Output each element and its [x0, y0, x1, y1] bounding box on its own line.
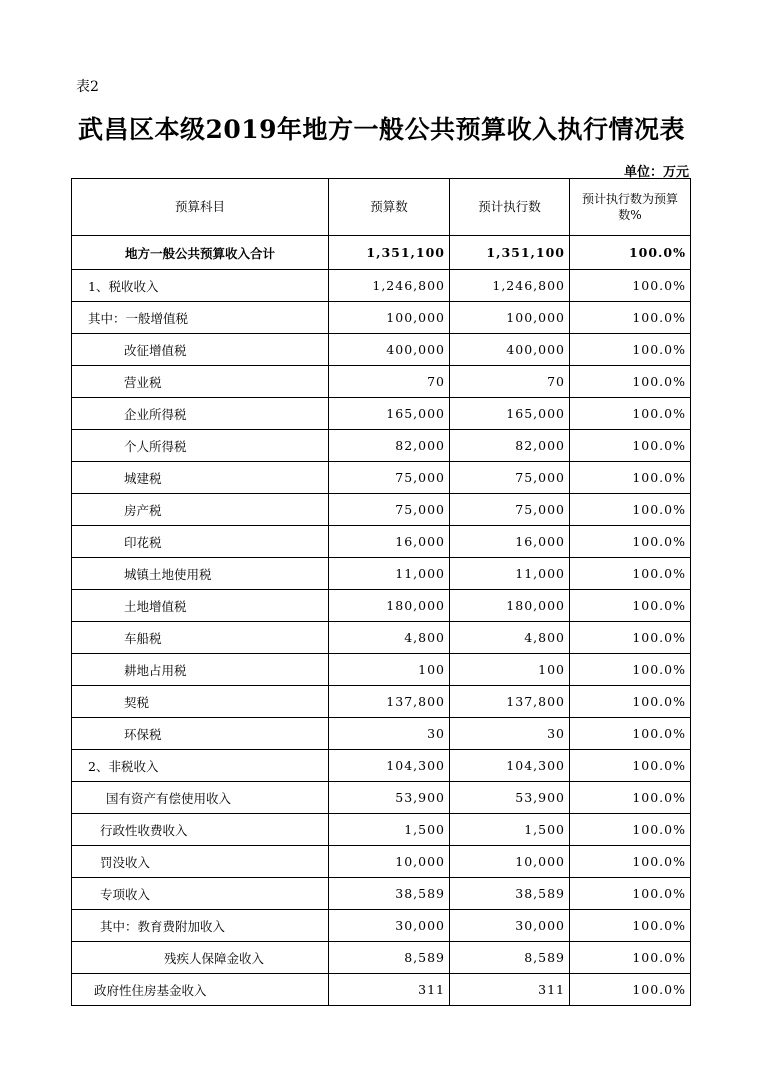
row-item-name: 营业税 — [72, 366, 329, 398]
row-budget-value: 1,351,100 — [329, 236, 450, 270]
row-estimate-value: 30,000 — [450, 910, 570, 942]
row-estimate-value: 38,589 — [450, 878, 570, 910]
row-item-name: 其中：一般增值税 — [72, 302, 329, 334]
table-row — [72, 750, 691, 782]
row-estimate-value: 137,800 — [450, 686, 570, 718]
table-row — [72, 878, 691, 910]
row-percent-value: 100.0% — [570, 526, 691, 558]
row-budget-value: 100 — [329, 654, 450, 686]
row-budget-value: 11,000 — [329, 558, 450, 590]
table-header — [72, 179, 691, 236]
row-percent-value: 100.0% — [570, 558, 691, 590]
row-percent-value: 100.0% — [570, 270, 691, 302]
row-percent-value: 100.0% — [570, 686, 691, 718]
row-estimate-value: 16,000 — [450, 526, 570, 558]
row-item-name: 改征增值税 — [72, 334, 329, 366]
row-estimate-value: 4,800 — [450, 622, 570, 654]
row-percent-value: 100.0% — [570, 430, 691, 462]
table-row — [72, 718, 691, 750]
row-percent-value: 100.0% — [570, 846, 691, 878]
row-percent-value: 100.0% — [570, 398, 691, 430]
row-percent-value: 100.0% — [570, 910, 691, 942]
table-row — [72, 974, 691, 1006]
row-estimate-value: 70 — [450, 366, 570, 398]
table-row — [72, 558, 691, 590]
row-budget-value: 165,000 — [329, 398, 450, 430]
row-item-name: 房产税 — [72, 494, 329, 526]
row-estimate-value: 180,000 — [450, 590, 570, 622]
row-percent-value: 100.0% — [570, 942, 691, 974]
row-budget-value: 75,000 — [329, 462, 450, 494]
row-estimate-value: 1,246,800 — [450, 270, 570, 302]
table-row — [72, 654, 691, 686]
row-budget-value: 38,589 — [329, 878, 450, 910]
table-row — [72, 494, 691, 526]
row-estimate-value: 53,900 — [450, 782, 570, 814]
table-row — [72, 398, 691, 430]
header-budget-item: 预算科目 — [72, 179, 329, 236]
unit-label: 单位：万元 — [623, 165, 689, 180]
row-item-name: 车船税 — [72, 622, 329, 654]
row-estimate-value: 1,500 — [450, 814, 570, 846]
table-row — [72, 622, 691, 654]
row-estimate-value: 100 — [450, 654, 570, 686]
row-item-name: 城镇土地使用税 — [72, 558, 329, 590]
row-item-name: 残疾人保障金收入 — [72, 942, 329, 974]
row-item-name: 专项收入 — [72, 878, 329, 910]
row-budget-value: 53,900 — [329, 782, 450, 814]
row-percent-value: 100.0% — [570, 334, 691, 366]
row-item-name: 个人所得税 — [72, 430, 329, 462]
row-item-name: 印花税 — [72, 526, 329, 558]
table-row — [72, 462, 691, 494]
table-row — [72, 526, 691, 558]
row-budget-value: 1,246,800 — [329, 270, 450, 302]
row-budget-value: 100,000 — [329, 302, 450, 334]
row-estimate-value: 104,300 — [450, 750, 570, 782]
row-percent-value: 100.0% — [570, 494, 691, 526]
row-item-name: 行政性收费收入 — [72, 814, 329, 846]
row-item-name: 其中：教育费附加收入 — [72, 910, 329, 942]
row-item-name: 耕地占用税 — [72, 654, 329, 686]
row-estimate-value: 30 — [450, 718, 570, 750]
row-budget-value: 104,300 — [329, 750, 450, 782]
table-row — [72, 782, 691, 814]
row-budget-value: 311 — [329, 974, 450, 1006]
header-execution-percent: 预计执行数为预算数% — [570, 179, 691, 236]
row-estimate-value: 100,000 — [450, 302, 570, 334]
row-percent-value: 100.0% — [570, 236, 691, 270]
table-body — [72, 236, 691, 1006]
row-percent-value: 100.0% — [570, 718, 691, 750]
row-budget-value: 4,800 — [329, 622, 450, 654]
document-title: 武昌区本级2019年地方一般公共预算收入执行情况表 — [77, 115, 686, 144]
row-percent-value: 100.0% — [570, 878, 691, 910]
row-estimate-value: 82,000 — [450, 430, 570, 462]
row-estimate-value: 10,000 — [450, 846, 570, 878]
table-number-label: 表2 — [76, 79, 99, 95]
table-row — [72, 814, 691, 846]
row-budget-value: 400,000 — [329, 334, 450, 366]
table-row — [72, 302, 691, 334]
row-budget-value: 10,000 — [329, 846, 450, 878]
revenue-table — [71, 178, 691, 1006]
table-row — [72, 910, 691, 942]
header-row — [72, 179, 691, 236]
table-row — [72, 334, 691, 366]
total-row — [72, 236, 691, 270]
row-estimate-value: 400,000 — [450, 334, 570, 366]
row-budget-value: 30 — [329, 718, 450, 750]
row-estimate-value: 1,351,100 — [450, 236, 570, 270]
row-budget-value: 16,000 — [329, 526, 450, 558]
row-item-name: 政府性住房基金收入 — [72, 974, 329, 1006]
table-row — [72, 942, 691, 974]
table-row — [72, 686, 691, 718]
row-budget-value: 75,000 — [329, 494, 450, 526]
row-percent-value: 100.0% — [570, 782, 691, 814]
row-estimate-value: 8,589 — [450, 942, 570, 974]
row-budget-value: 82,000 — [329, 430, 450, 462]
row-percent-value: 100.0% — [570, 654, 691, 686]
row-budget-value: 180,000 — [329, 590, 450, 622]
row-item-name: 国有资产有偿使用收入 — [72, 782, 329, 814]
header-estimated-execution: 预计执行数 — [450, 179, 570, 236]
table-row — [72, 846, 691, 878]
row-percent-value: 100.0% — [570, 366, 691, 398]
row-percent-value: 100.0% — [570, 622, 691, 654]
row-item-name: 地方一般公共预算收入合计 — [72, 236, 329, 270]
header-budget-amount: 预算数 — [329, 179, 450, 236]
row-percent-value: 100.0% — [570, 590, 691, 622]
row-item-name: 2、非税收入 — [72, 750, 329, 782]
row-percent-value: 100.0% — [570, 462, 691, 494]
row-percent-value: 100.0% — [570, 750, 691, 782]
row-estimate-value: 165,000 — [450, 398, 570, 430]
table-row — [72, 270, 691, 302]
table-row — [72, 590, 691, 622]
row-budget-value: 8,589 — [329, 942, 450, 974]
row-estimate-value: 311 — [450, 974, 570, 1006]
row-percent-value: 100.0% — [570, 302, 691, 334]
row-item-name: 企业所得税 — [72, 398, 329, 430]
row-item-name: 1、税收收入 — [72, 270, 329, 302]
row-estimate-value: 75,000 — [450, 462, 570, 494]
row-item-name: 罚没收入 — [72, 846, 329, 878]
row-estimate-value: 11,000 — [450, 558, 570, 590]
table-row — [72, 430, 691, 462]
row-budget-value: 30,000 — [329, 910, 450, 942]
row-budget-value: 137,800 — [329, 686, 450, 718]
row-item-name: 城建税 — [72, 462, 329, 494]
table-row — [72, 366, 691, 398]
row-item-name: 契税 — [72, 686, 329, 718]
row-item-name: 土地增值税 — [72, 590, 329, 622]
row-item-name: 环保税 — [72, 718, 329, 750]
row-percent-value: 100.0% — [570, 974, 691, 1006]
row-budget-value: 1,500 — [329, 814, 450, 846]
row-percent-value: 100.0% — [570, 814, 691, 846]
row-budget-value: 70 — [329, 366, 450, 398]
row-estimate-value: 75,000 — [450, 494, 570, 526]
